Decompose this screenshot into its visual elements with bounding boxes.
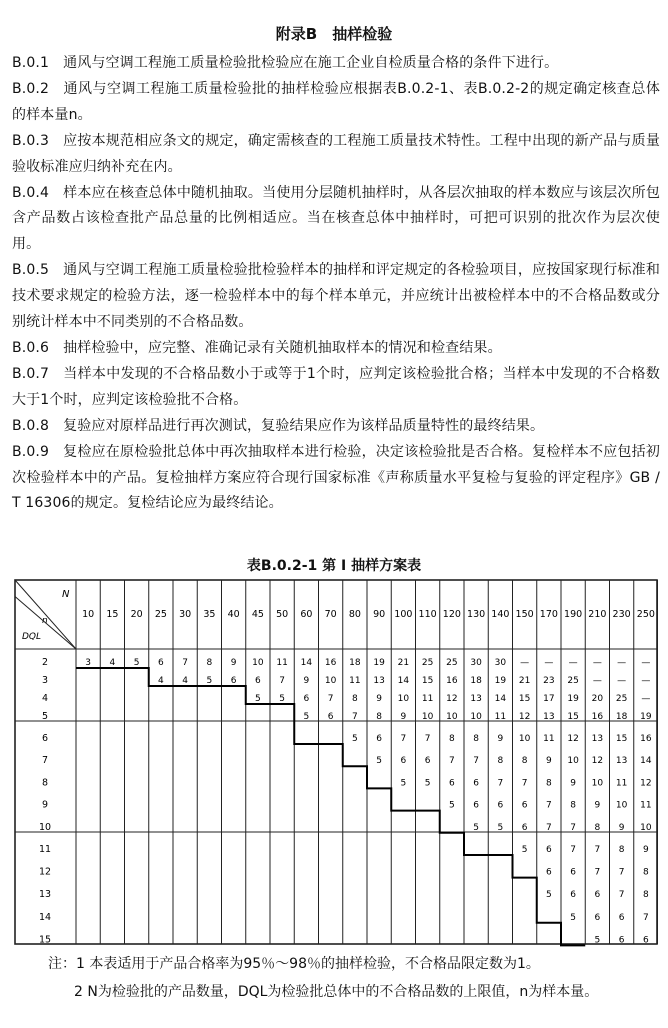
table-cell: 16: [640, 734, 652, 744]
table-cell: 7: [279, 676, 285, 686]
table-cell: 9: [618, 822, 625, 833]
table-cell: 19: [494, 676, 507, 686]
table-cell: 7: [546, 800, 552, 811]
clause-text: 当样本中发现的不合格品数小于或等于1个时，应判定该检验批合格；当样本中发现的不合格数大于1个时，应判定该检验批不合格。: [12, 365, 660, 408]
column-header: 45: [251, 609, 264, 620]
table-cell: 7: [424, 734, 431, 744]
clause-text: 样本应在核查总体中随机抽取。当使用分层随机抽样时，从各层次抽取的样本数应与该层次所包含产品数占该检查批产品总量的比例相适应。当在核查总体中抽样时，可把可识别的批次作为层次使用。: [12, 184, 660, 253]
table-cell: 10: [470, 712, 482, 722]
clause-number: B.0.2: [12, 80, 50, 97]
clause-b-0-4: [12, 181, 660, 259]
table-cell: 7: [449, 756, 455, 767]
table-cell: 11: [640, 800, 652, 811]
table-cell: 25: [615, 694, 628, 704]
table-cell: 30: [470, 658, 482, 668]
table-cell: 6: [327, 712, 334, 722]
table-cell: 6: [570, 890, 576, 901]
table-cell: 8: [618, 845, 625, 855]
table-cell: 8: [643, 890, 649, 901]
table-cell: 6: [618, 935, 625, 946]
table-cell: 6: [376, 734, 382, 744]
table-cell: 7: [546, 822, 552, 833]
table-cell: 25: [446, 658, 458, 668]
table-cell: 5: [133, 658, 140, 668]
table-cell: 9: [546, 756, 552, 767]
row-dql-label: 10: [38, 821, 52, 833]
table-cell: 6: [594, 890, 601, 901]
table-cell: 6: [521, 822, 528, 833]
table-cell: 11: [615, 778, 628, 789]
table-cell: 5: [400, 778, 407, 789]
table-cell: 9: [303, 676, 310, 686]
table-cell: 14: [397, 676, 410, 686]
table-cell: 10: [591, 778, 604, 789]
table-cell: 6: [473, 800, 479, 811]
table-cell: 15: [615, 734, 628, 744]
table-title: 表B.0.2-1 第 I 抽样方案表: [246, 558, 422, 574]
table-cell: 6: [255, 676, 261, 686]
table-cell: 6: [546, 867, 552, 878]
row-dql-label: 15: [38, 934, 52, 946]
table-cell: 6: [473, 778, 479, 789]
table-cell: 13: [543, 712, 555, 722]
column-header: 90: [373, 609, 386, 620]
table-cell: —: [520, 658, 530, 668]
table-cell: 10: [518, 734, 531, 744]
table-cell: 5: [255, 694, 261, 704]
table-cell: —: [641, 658, 651, 668]
table-cell: 5: [594, 935, 601, 946]
row-dql-label: 4: [41, 693, 49, 704]
table-cell: 6: [521, 800, 528, 811]
clause-number: B.0.6: [12, 339, 50, 356]
table-cell: 12: [591, 756, 604, 767]
table-cell: 10: [615, 800, 628, 811]
table-cell: 7: [352, 712, 358, 722]
column-header: 30: [179, 609, 192, 620]
table-note-1: 注：1 本表适用于产品合格率为95％～98％的抽样检验，不合格品限定数为1。: [48, 956, 540, 972]
corner-label-n-upper: N: [62, 589, 70, 600]
table-cell: 6: [643, 935, 649, 946]
column-header: 15: [106, 609, 119, 620]
table-cell: 8: [352, 694, 358, 704]
column-header: 140: [491, 609, 510, 620]
table-cell: 7: [594, 867, 601, 878]
table-cell: 16: [591, 712, 604, 722]
table-cell: 5: [303, 712, 310, 722]
table-cell: 12: [567, 734, 579, 744]
column-header: 25: [154, 609, 167, 620]
table-cell: 4: [182, 676, 188, 686]
table-cell: 5: [473, 822, 479, 833]
table-cell: 16: [446, 676, 458, 686]
table-cell: 14: [300, 658, 313, 668]
table-cell: —: [617, 658, 627, 668]
table-cell: 9: [376, 694, 382, 704]
table-cell: 12: [640, 778, 652, 789]
table-cell: 21: [518, 676, 531, 686]
table-cell: 5: [497, 822, 504, 833]
table-cell: 6: [400, 756, 407, 767]
row-dql-label: 5: [41, 711, 49, 722]
table-cell: 13: [373, 676, 385, 686]
table-cell: —: [641, 694, 651, 704]
table-cell: 5: [279, 694, 285, 704]
clause-number: B.0.3: [12, 132, 50, 149]
table-cell: 7: [497, 778, 504, 789]
table-cell: 11: [349, 676, 361, 686]
table-cell: 8: [546, 778, 552, 789]
table-cell: 6: [618, 912, 625, 923]
table-cell: 25: [567, 676, 579, 686]
clause-b-0-3: [12, 129, 660, 181]
table-cell: 19: [640, 712, 652, 722]
table-cell: 7: [473, 756, 479, 767]
column-header: 70: [324, 609, 337, 620]
clause-text: 复检应在原检验批总体中再次抽取样本进行检验，决定该检验批是否合格。复检样本不应包括初次检验样本中的产品。复检抽样方案应符合现行国家标准《声称质量水平复检与复验的评定程序》GB / T 16306的规定。复检结论应为最终结论。: [12, 443, 660, 512]
table-cell: 8: [570, 800, 576, 811]
column-header: 40: [227, 609, 240, 620]
column-header: 190: [564, 609, 583, 620]
table-cell: 18: [470, 676, 482, 686]
row-dql-label: 8: [41, 777, 49, 789]
table-cell: 6: [303, 694, 310, 704]
table-cell: 8: [521, 756, 528, 767]
column-header: 130: [467, 609, 486, 620]
table-cell: 5: [352, 734, 358, 744]
table-cell: 5: [449, 800, 455, 811]
clause-b-0-7: [12, 362, 660, 414]
table-cell: 7: [618, 867, 625, 878]
clause-b-0-6: [12, 336, 660, 362]
corner-label-n-lower: n: [42, 616, 48, 626]
row-dql-label: 7: [41, 755, 49, 767]
table-cell: 23: [543, 676, 555, 686]
table-cell: 10: [252, 658, 264, 668]
table-cell: 10: [640, 822, 652, 833]
table-cell: 9: [400, 712, 407, 722]
table-cell: 25: [421, 658, 434, 668]
table-cell: 6: [594, 912, 601, 923]
table-cell: 16: [324, 658, 337, 668]
column-header: 35: [203, 609, 216, 620]
table-cell: 8: [376, 712, 382, 722]
table-cell: 11: [421, 694, 434, 704]
column-header: 120: [442, 609, 461, 620]
appendix-title: 附录B 抽样检验: [275, 25, 393, 43]
clause-text: 复验应对原样品进行再次测试，复验结果应作为该样品质量特性的最终结果。: [63, 417, 545, 434]
clause-text: 抽样检验中，应完整、准确记录有关随机抽取样本的情况和检查结果。: [63, 339, 502, 356]
table-cell: 14: [494, 694, 507, 704]
table-cell: 20: [591, 694, 604, 704]
clause-number: B.0.7: [12, 365, 50, 382]
clause-text: 通风与空调工程施工质量检验批的抽样检验应根据表B.0.2-1、表B.0.2-2的规定确定核查总体的样本量n。: [12, 80, 660, 123]
table-note-2: 2 N为检验批的产品数量，DQL为检验批总体中的不合格品数的上限值，n为样本量。: [74, 984, 599, 1000]
table-cell: 11: [494, 712, 507, 722]
clause-b-0-2: [12, 77, 660, 129]
table-cell: 9: [497, 734, 504, 744]
table-cell: 8: [497, 756, 504, 767]
column-header: 20: [130, 609, 143, 620]
table-cell: 7: [182, 658, 188, 668]
column-header: 250: [636, 609, 655, 620]
table-cell: 10: [324, 676, 337, 686]
table-cell: 6: [424, 756, 431, 767]
table-cell: 18: [349, 658, 361, 668]
table-cell: 5: [376, 756, 382, 767]
column-header: 60: [300, 609, 313, 620]
table-cell: 8: [643, 867, 649, 878]
table-cell: —: [641, 676, 651, 686]
column-header: 110: [418, 609, 437, 620]
row-dql-label: 13: [38, 889, 52, 901]
table-cell: 3: [85, 658, 91, 668]
table-cell: 6: [449, 778, 455, 789]
table-cell: 8: [594, 822, 601, 833]
table-cell: —: [592, 676, 602, 686]
clause-list: [12, 51, 660, 517]
table-cell: 8: [206, 658, 213, 668]
table-cell: 7: [618, 890, 625, 901]
table-cell: 19: [567, 694, 579, 704]
table-cell: 7: [400, 734, 407, 744]
table-cell: 15: [518, 694, 531, 704]
table-cell: 7: [327, 694, 334, 704]
table-cell: 10: [397, 694, 410, 704]
table-cell: 6: [497, 800, 504, 811]
table-cell: 7: [521, 778, 528, 789]
row-dql-label: 6: [41, 733, 49, 744]
row-dql-label: 2: [41, 657, 49, 668]
table-cell: 19: [373, 658, 385, 668]
table-cell: 9: [594, 800, 601, 811]
column-header: 10: [82, 609, 95, 620]
column-header: 150: [515, 609, 534, 620]
clause-text: 通风与空调工程施工质量检验批检验样本的抽样和评定规定的各检验项目，应按国家现行标准和技术要求规定的检验方法，逐一检验样本中的每个样本单元，并应统计出被检样本中的不合格品数或分别统计样本中不同类别的不合格品数。: [12, 262, 660, 331]
table-cell: 11: [543, 734, 555, 744]
table-cell: 5: [424, 778, 431, 789]
table-cell: 15: [567, 712, 579, 722]
table-cell: 17: [543, 694, 555, 704]
clause-number: B.0.1: [12, 55, 50, 71]
table-cell: 7: [643, 912, 649, 923]
row-dql-label: 12: [38, 866, 52, 878]
sampling-plan-table: [14, 579, 658, 947]
column-header: 170: [539, 609, 558, 620]
clause-b-0-5: [12, 258, 660, 336]
column-header: 100: [394, 609, 413, 620]
table-cell: 12: [518, 712, 531, 722]
row-dql-label: 9: [41, 799, 49, 811]
table-cell: 5: [521, 845, 528, 855]
column-header: 80: [348, 609, 361, 620]
clause-number: B.0.4: [12, 184, 50, 201]
table-cell: 13: [470, 694, 482, 704]
table-cell: 8: [449, 734, 455, 744]
column-header: 50: [276, 609, 289, 620]
table-cell: 13: [591, 734, 604, 744]
table-cell: 4: [158, 676, 164, 686]
table-cell: —: [592, 658, 602, 668]
clause-text: 通风与空调工程施工质量检验批检验应在施工企业自检质量合格的条件下进行。: [63, 55, 559, 71]
clause-b-0-8: [12, 414, 660, 440]
table-cell: 8: [473, 734, 479, 744]
table-cell: 5: [206, 676, 213, 686]
table-cell: 30: [494, 658, 507, 668]
table-cell: 9: [643, 845, 649, 855]
clause-text: 应按本规范相应条文的规定，确定需核查的工程施工质量技术特性。工程中出现的新产品与质量验收标准应归纳补充在内。: [12, 132, 660, 175]
column-header: 210: [588, 609, 607, 620]
row-dql-label: 14: [38, 911, 52, 923]
table-cell: 9: [230, 658, 237, 668]
table-cell: 5: [570, 912, 576, 923]
table-cell: 6: [230, 676, 237, 686]
clause-number: B.0.8: [12, 417, 50, 434]
table-cell: 18: [615, 712, 628, 722]
table-cell: 13: [615, 756, 628, 767]
table-cell: —: [617, 676, 627, 686]
clause-b-0-1: [12, 51, 660, 77]
row-dql-label: 11: [38, 844, 52, 855]
table-cell: 5: [546, 890, 552, 901]
clause-b-0-9: [12, 440, 660, 518]
staircase-line: [76, 668, 585, 945]
column-header: 230: [612, 609, 631, 620]
table-cell: 6: [546, 845, 552, 855]
table-cell: 7: [594, 845, 601, 855]
table-cell: 21: [397, 658, 410, 668]
table-cell: 12: [446, 694, 458, 704]
row-dql-label: 3: [41, 675, 49, 686]
table-cell: 7: [570, 845, 576, 855]
clause-number: B.0.5: [12, 262, 50, 279]
table-cell: 11: [276, 658, 288, 668]
table-cell: 9: [570, 778, 576, 789]
table-cell: 6: [158, 658, 164, 668]
corner-label-dql: DQL: [22, 632, 42, 642]
clause-number: B.0.9: [12, 443, 50, 460]
table-cell: 10: [567, 756, 579, 767]
table-cell: 7: [570, 822, 576, 833]
table-cell: 10: [421, 712, 434, 722]
table-cell: 14: [640, 756, 652, 767]
table-cell: 15: [421, 676, 434, 686]
table-cell: 6: [570, 867, 576, 878]
table-cell: —: [544, 658, 554, 668]
table-cell: 10: [446, 712, 458, 722]
table-cell: —: [568, 658, 578, 668]
table-cell: 4: [109, 658, 116, 668]
